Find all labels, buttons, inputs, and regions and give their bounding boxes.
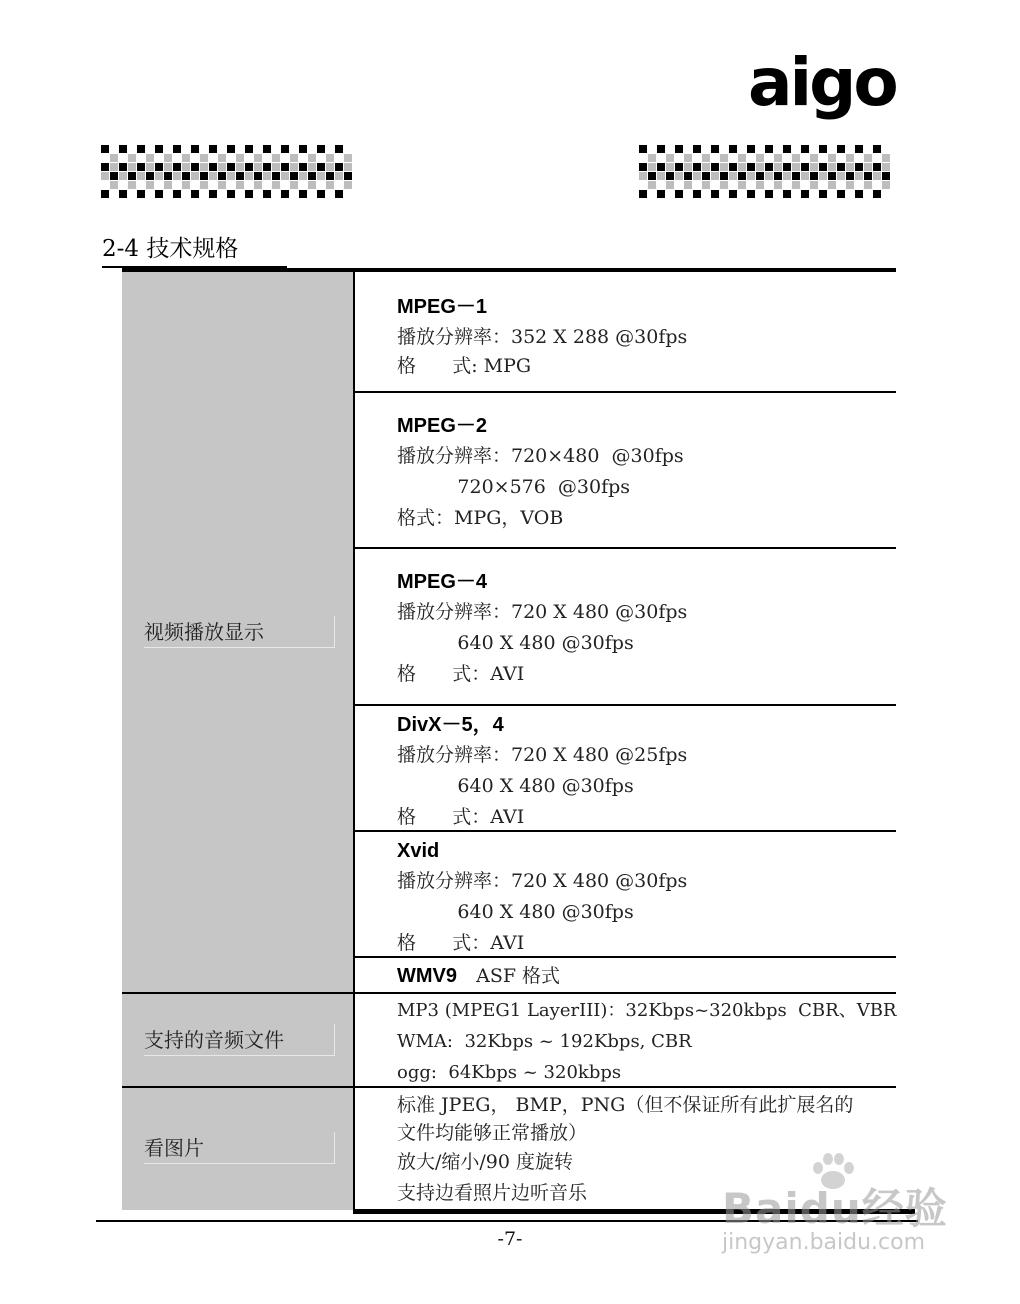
category-label: 支持的音频文件 (144, 1024, 335, 1056)
spec-line: 格 式：AVI (397, 663, 525, 685)
checker-decoration-left (100, 144, 360, 200)
spec-line: ogg: 64Kbps ~ 320kbps (397, 1062, 622, 1083)
spec-line: 640 X 480 @30fps (397, 632, 634, 654)
category-label: 视频播放显示 (144, 616, 335, 648)
spec-block-mpeg1 (355, 272, 896, 393)
baidu-watermark (722, 1150, 962, 1260)
spec-block-audio (355, 994, 896, 1088)
codec-heading: DivX－5，4 (397, 714, 504, 736)
spec-block-mpeg4 (355, 549, 896, 706)
spec-line: 640 X 480 @30fps (397, 901, 634, 923)
spec-line: MP3 (MPEG1 LayerIII)：32Kbps~320kbps CBR、VBR (397, 1000, 897, 1021)
codec-heading: MPEG－4 (397, 571, 488, 593)
spec-block-mpeg2 (355, 393, 896, 549)
category-audio (122, 994, 354, 1088)
spec-line: 支持边看照片边听音乐 (397, 1182, 588, 1204)
watermark-url: jingyan.baidu.com (722, 1230, 926, 1255)
category-video (122, 272, 354, 994)
spec-line: 播放分辨率：352 X 288 @30fps (397, 326, 688, 348)
spec-line: 720×576 @30fps (397, 476, 631, 498)
checker-decoration-right (638, 144, 898, 200)
spec-line: 格 式：AVI (397, 806, 525, 828)
spec-block-wmv9 (355, 958, 896, 994)
spec-line: 标准 JPEG， BMP，PNG（但不保证所有此扩展名的 (397, 1094, 854, 1116)
spec-line: 播放分辨率：720×480 @30fps (397, 445, 684, 467)
page-number: -7- (497, 1228, 523, 1250)
spec-line: 640 X 480 @30fps (397, 775, 634, 797)
aigo-logo: aigo (748, 44, 896, 121)
category-image (122, 1088, 354, 1208)
spec-line: WMA: 32Kbps ~ 192Kbps, CBR (397, 1031, 692, 1052)
spec-line: 格 式: MPG (397, 355, 532, 377)
codec-heading: MPEG－2 (397, 415, 488, 437)
codec-heading: WMV9 (397, 965, 457, 987)
spec-line: 播放分辨率：720 X 480 @30fps (397, 601, 688, 623)
spec-line: 格式：MPG，VOB (397, 507, 564, 529)
spec-block-xvid (355, 832, 896, 958)
watermark-brand: Baidu经验 (722, 1184, 948, 1233)
spec-line: 播放分辨率：720 X 480 @30fps (397, 870, 688, 892)
category-column (122, 272, 354, 1210)
spec-line: 播放分辨率：720 X 480 @25fps (397, 744, 688, 766)
codec-heading: MPEG－1 (397, 296, 488, 318)
codec-heading: Xvid (397, 840, 440, 862)
spec-line: 文件均能够正常播放） (397, 1122, 588, 1144)
section-title: 2-4 技术规格 (102, 232, 287, 268)
spec-line: 放大/缩小/90 度旋转 (397, 1151, 574, 1173)
spec-line: 格 式：AVI (397, 932, 525, 954)
spec-line: ASF 格式 (476, 965, 561, 987)
category-label: 看图片 (144, 1132, 335, 1164)
spec-block-divx (355, 706, 896, 832)
